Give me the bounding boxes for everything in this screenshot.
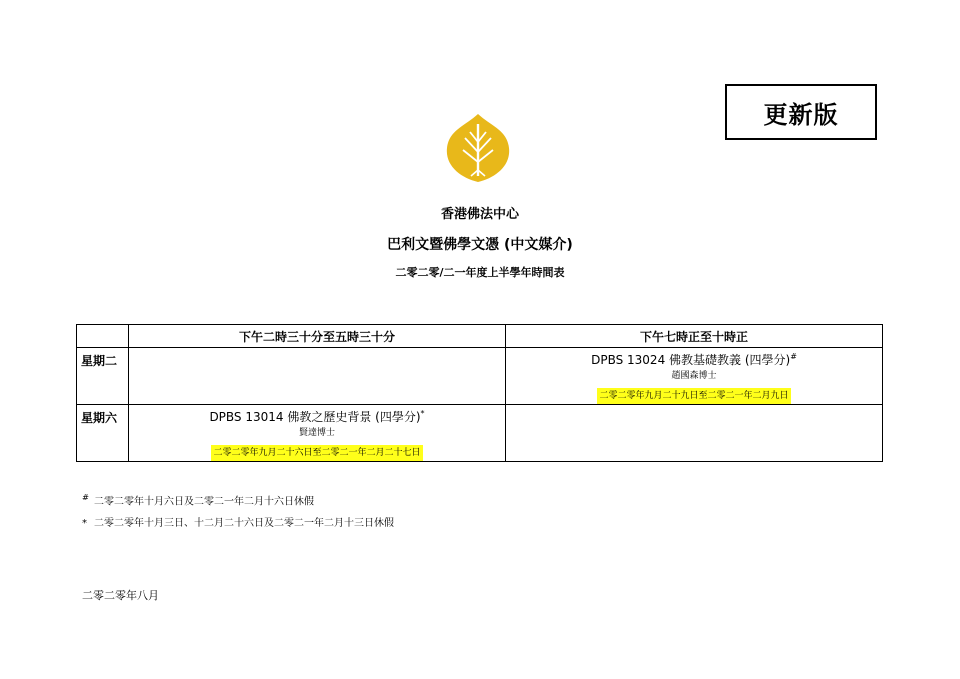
- bodhi-leaf-icon: [445, 112, 511, 184]
- table-row: [77, 405, 883, 462]
- footnote-mark: *: [82, 518, 87, 529]
- header-cell-evening: 下午七時正至十時正: [506, 325, 883, 348]
- issue-date: 二零二零年八月: [82, 589, 159, 602]
- footnote-mark: #: [790, 352, 797, 361]
- course-cell: [506, 348, 883, 405]
- course-title: DPBS 13014 佛教之歷史背景 (四學分)*: [209, 409, 425, 424]
- table-header-row: [77, 325, 883, 348]
- course-dates: 二零二零年九月二十九日至二零二一年二月九日: [597, 388, 790, 404]
- timetable: [76, 324, 883, 462]
- table-row: [77, 348, 883, 405]
- footnote: # 二零二零年十月六日及二零二一年二月十六日休假: [82, 492, 314, 508]
- timetable-subtitle: 二零二零/二一年度上半學年時間表: [395, 266, 565, 279]
- header-cell-afternoon: 下午二時三十分至五時三十分: [129, 325, 506, 348]
- course-dates: 二零二零年九月二十六日至二零二一年二月二十七日: [211, 445, 422, 461]
- revised-version-stamp: 更新版: [725, 84, 877, 140]
- course-teacher: 賢達博士: [298, 428, 335, 438]
- org-name: 香港佛法中心: [440, 207, 519, 222]
- footnote: * 二零二零年十月三日、十二月二十六日及二零二一年二月十三日休假: [82, 518, 394, 529]
- empty-slot: [129, 348, 506, 405]
- header-cell-day: [77, 325, 129, 348]
- program-title: 巴利文暨佛學文憑 (中文媒介): [387, 237, 573, 253]
- day-cell: 星期二: [77, 348, 129, 405]
- course-title: DPBS 13024 佛教基礎教義 (四學分)#: [591, 352, 797, 367]
- course-cell: [129, 405, 506, 462]
- footnote-mark: #: [82, 492, 89, 502]
- day-cell: 星期六: [77, 405, 129, 462]
- footnote-mark: *: [420, 409, 425, 418]
- empty-slot: [506, 405, 883, 462]
- course-teacher: 趙國森博士: [671, 371, 717, 381]
